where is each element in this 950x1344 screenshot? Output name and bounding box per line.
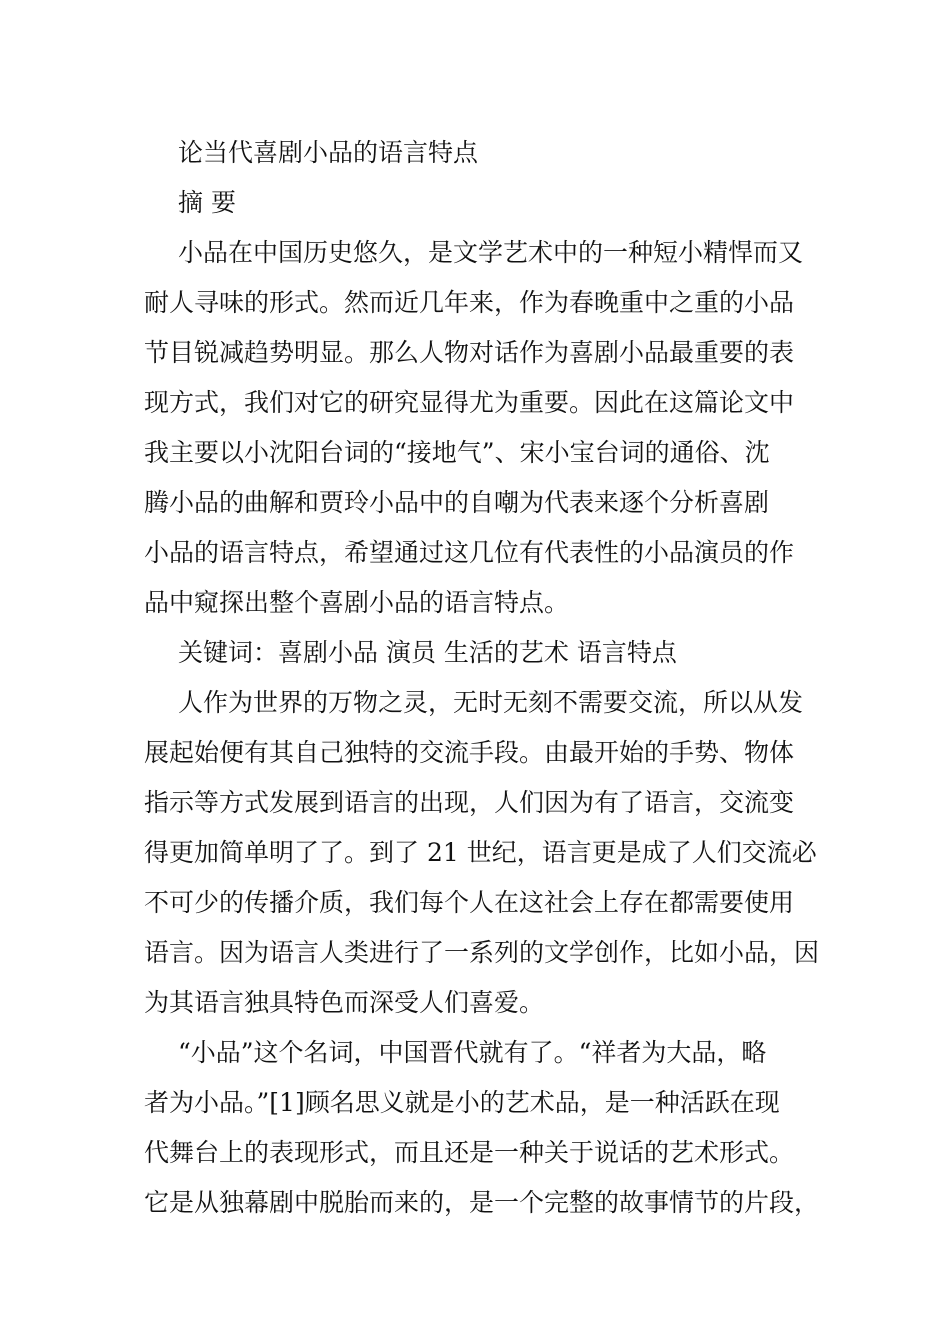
paragraph-line: 语言。因为语言人类进行了一系列的文学创作，比如小品，因: [144, 938, 820, 967]
paragraph-line: 它是从独幕剧中脱胎而来的，是一个完整的故事情节的片段，: [144, 1188, 820, 1217]
abstract-line: 现方式，我们对它的研究显得尤为重要。因此在这篇论文中: [144, 388, 795, 417]
keywords-line: 关键词：喜剧小品 演员 生活的艺术 语言特点: [178, 638, 677, 667]
paragraph-line: 不可少的传播介质，我们每个人在这社会上存在都需要使用: [144, 888, 795, 917]
paragraph-line: 者为小品。”[1]顾名思义就是小的艺术品，是一种活跃在现: [144, 1088, 780, 1117]
document-title: 论当代喜剧小品的语言特点: [178, 138, 479, 167]
abstract-line: 品中窥探出整个喜剧小品的语言特点。: [144, 588, 570, 617]
abstract-line: 耐人寻味的形式。然而近几年来，作为春晚重中之重的小品: [144, 288, 795, 317]
paragraph-line: 代舞台上的表现形式，而且还是一种关于说话的艺术形式。: [144, 1138, 795, 1167]
abstract-line: 腾小品的曲解和贾玲小品中的自嘲为代表来逐个分析喜剧: [144, 488, 770, 517]
paragraph-line: “小品”这个名词，中国晋代就有了。“祥者为大品，略: [178, 1038, 767, 1067]
abstract-heading: 摘 要: [178, 188, 236, 217]
paragraph-line: 人作为世界的万物之灵，无时无刻不需要交流，所以从发: [178, 688, 804, 717]
abstract-line: 小品在中国历史悠久，是文学艺术中的一种短小精悍而又: [178, 238, 804, 267]
paragraph-line: 得更加简单明了了。到了 21 世纪，语言更是成了人们交流必: [144, 838, 817, 867]
abstract-line: 节目锐减趋势明显。那么人物对话作为喜剧小品最重要的表: [144, 338, 795, 367]
abstract-line: 我主要以小沈阳台词的“接地气”、宋小宝台词的通俗、沈: [144, 438, 770, 467]
document-body: [144, 128, 820, 1228]
paragraph-line: 指示等方式发展到语言的出现，人们因为有了语言，交流变: [144, 788, 795, 817]
abstract-line: 小品的语言特点，希望通过这几位有代表性的小品演员的作: [144, 538, 795, 567]
paragraph-line: 展起始便有其自己独特的交流手段。由最开始的手势、物体: [144, 738, 795, 767]
paragraph-line: 为其语言独具特色而深受人们喜爱。: [144, 988, 545, 1017]
